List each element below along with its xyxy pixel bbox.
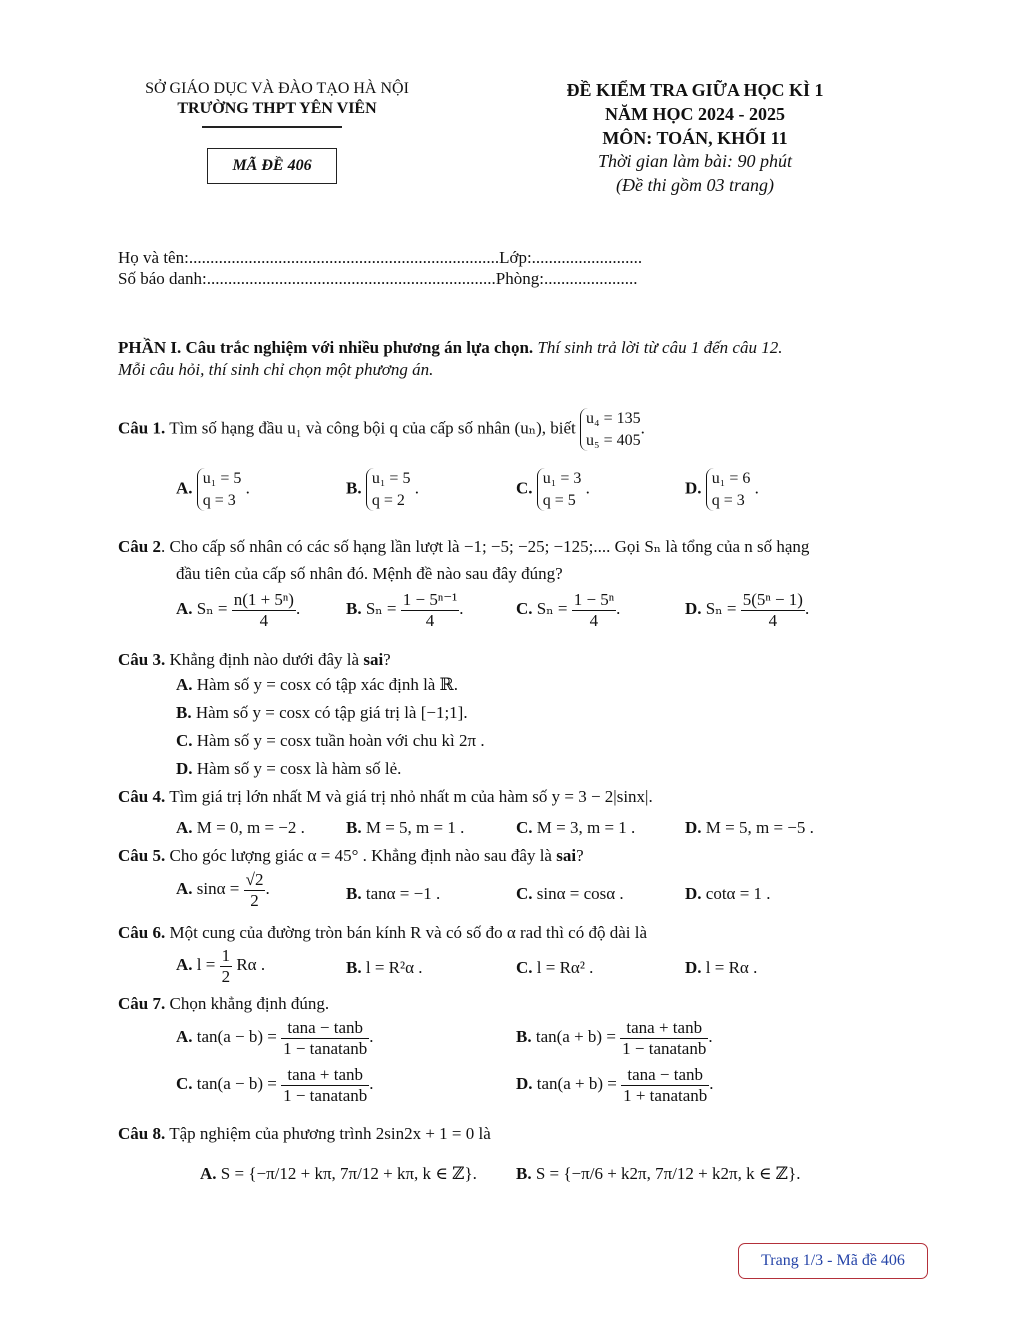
question-6 xyxy=(118,923,647,943)
part1-title: PHẦN I. Câu trắc nghiệm với nhiều phương án lựa chọn. xyxy=(118,338,534,357)
numerator: tana − tanb xyxy=(287,1018,364,1037)
option-label: C. xyxy=(176,731,193,750)
question-2 xyxy=(118,537,809,557)
q5-option-c[interactable] xyxy=(516,884,624,904)
option-label: D. xyxy=(685,598,702,618)
q8-option-a[interactable] xyxy=(200,1164,477,1184)
q8-text: Tập nghiệm của phương trình 2sin2x + 1 = 0 là xyxy=(169,1124,491,1143)
q2-option-d[interactable]: D. Sₙ = $\frac{\text{5(5ⁿ − 1)}}{4}$ . xyxy=(685,590,810,630)
question-3: Câu 3. Khẳng định nào dưới đây là sai? xyxy=(118,650,391,669)
q2-text: . Cho cấp số nhân có các số hạng lần lượt là −1; −5; −25; −125;.... Gọi Sₙ là tổng của n số hạng xyxy=(160,537,810,556)
option-label: D. xyxy=(685,478,702,498)
exam-code: MÃ ĐỀ 406 xyxy=(232,157,312,174)
option-text: M = 0, m = −2 . xyxy=(196,818,305,837)
q4-option-c[interactable] xyxy=(516,818,635,838)
numerator: 1 xyxy=(221,946,231,965)
option-label: C. xyxy=(516,598,533,618)
numerator: 1 − 5ⁿ⁻¹ xyxy=(402,590,458,609)
q2-text-2: đầu tiên của cấp số nhân đó. Mệnh đề nào sau đây đúng? xyxy=(176,564,563,583)
q7-option-b[interactable]: B. tan(a + b) = $\frac{\tan a + \tan b}{\text{1 − tanatanb}}$ . xyxy=(516,1018,713,1058)
q6-option-c[interactable] xyxy=(516,958,593,978)
denominator: 4 xyxy=(401,610,460,631)
eq: q = 5 xyxy=(542,491,576,509)
q7-option-a[interactable]: A. tan(a − b) = $\frac{\tan a - \tan b}{\text{1 − tanatanb}}$ . xyxy=(176,1018,374,1058)
numerator: tana + tanb xyxy=(626,1018,703,1037)
question-7 xyxy=(118,994,329,1014)
question-8 xyxy=(118,1124,491,1144)
question-4 xyxy=(118,787,653,807)
q5-option-d[interactable] xyxy=(685,884,771,904)
q1-c-system xyxy=(537,468,582,511)
option-label: A. xyxy=(176,818,193,837)
eq: q = 2 xyxy=(371,491,405,509)
q2-label: Câu 2 xyxy=(118,537,161,556)
option-label: C. xyxy=(176,1073,193,1093)
option-label: A. xyxy=(176,878,193,898)
formula-lhs: l = xyxy=(196,954,216,974)
numerator: tana − tanb xyxy=(627,1065,704,1084)
option-text: l = Rα . xyxy=(705,958,758,977)
q3-option-b[interactable] xyxy=(176,703,468,723)
q2-option-b[interactable]: B. Sₙ = $\frac{\text{1 − 5ⁿ⁻¹}}{4}$ . xyxy=(346,590,464,630)
formula-lhs: Sₙ = xyxy=(196,598,228,618)
q6-text: Một cung của đường tròn bán kính R và có số đo α rad thì có độ dài là xyxy=(169,923,648,942)
eq: q = 3 xyxy=(711,491,745,509)
q1-sys-eq2: u₅ = 405 xyxy=(585,431,641,449)
formula-lhs: sinα = xyxy=(196,878,240,898)
option-text: cotα = 1 . xyxy=(705,884,771,903)
q4-option-d[interactable] xyxy=(685,818,814,838)
part1-instruction-2: Mỗi câu hỏi, thí sinh chỉ chọn một phương án. xyxy=(118,360,434,379)
option-label: B. xyxy=(346,884,362,903)
option-text: tanα = −1 . xyxy=(365,884,441,903)
numerator: 5(5ⁿ − 1) xyxy=(742,590,803,609)
q3-emphasis: sai xyxy=(363,650,384,669)
q6-option-d[interactable] xyxy=(685,958,757,978)
q5-emphasis: sai xyxy=(556,846,577,865)
q1-system xyxy=(580,408,641,451)
q4-label: Câu 4. xyxy=(118,787,166,806)
q1-a-system xyxy=(197,468,242,511)
option-label: A. xyxy=(176,1026,193,1046)
denominator: 1 − tanatanb xyxy=(622,1038,707,1058)
q8-label: Câu 8. xyxy=(118,1124,166,1143)
option-label: A. xyxy=(176,598,193,618)
formula-lhs: tan(a + b) = xyxy=(536,1073,617,1093)
option-label: B. xyxy=(346,598,362,618)
question-5: Câu 5. Cho góc lượng giác α = 45° . Khẳng định nào sau đây là sai? xyxy=(118,846,584,865)
q1-option-c[interactable]: C. u₁ = 3 q = 5 . xyxy=(516,468,590,511)
q6-option-a[interactable] xyxy=(176,946,265,986)
option-label: B. xyxy=(176,703,192,722)
numerator: √2 xyxy=(245,870,264,889)
option-label: C. xyxy=(516,478,533,498)
option-label: B. xyxy=(346,958,362,977)
q4-option-b[interactable] xyxy=(346,818,464,838)
header-divider xyxy=(202,126,342,128)
q5-text: Cho góc lượng giác α = 45° . Khẳng định nào sau đây là xyxy=(169,846,552,865)
q3-option-d[interactable] xyxy=(176,759,401,779)
formula-lhs: Sₙ = xyxy=(365,598,397,618)
subject-line: MÔN: TOÁN, KHỐI 11 xyxy=(602,128,788,148)
exam-title: ĐỀ KIỂM TRA GIỮA HỌC KÌ 1 xyxy=(566,80,824,100)
q1-text: Tìm số hạng đầu u₁ và công bội q của cấp số nhân (uₙ), biết xyxy=(169,418,576,438)
option-label: D. xyxy=(176,759,193,778)
denominator: 4 xyxy=(572,610,616,631)
school-name: TRƯỜNG THPT YÊN VIÊN xyxy=(177,100,377,117)
formula-lhs: tan(a + b) = xyxy=(535,1026,616,1046)
option-label: D. xyxy=(685,958,702,977)
q4-option-a[interactable] xyxy=(176,818,305,838)
option-label: A. xyxy=(176,478,193,498)
q1-option-d[interactable]: D. u₁ = 6 q = 3 . xyxy=(685,468,759,511)
option-label: B. xyxy=(516,1026,532,1046)
option-text: l = R²α . xyxy=(365,958,423,977)
fraction xyxy=(281,1018,369,1058)
denominator: 2 xyxy=(221,966,231,986)
q5-option-b[interactable] xyxy=(346,884,440,904)
part1-heading xyxy=(118,338,782,358)
q1-d-system xyxy=(706,468,751,511)
formula-lhs: tan(a − b) = xyxy=(196,1026,277,1046)
eq: q = 3 xyxy=(202,491,236,509)
q2-option-c[interactable]: C. Sₙ = $\frac{\text{1 − 5ⁿ}}{4}$ . xyxy=(516,590,621,630)
option-label: C. xyxy=(516,818,533,837)
option-text: S = {−π/12 + kπ, 7π/12 + kπ, k ∈ ℤ}. xyxy=(220,1164,477,1183)
eq: u₁ = 5 xyxy=(202,470,242,487)
option-text: M = 3, m = 1 . xyxy=(536,818,636,837)
fraction xyxy=(281,1065,369,1105)
exam-code-box xyxy=(207,148,337,184)
student-id-line: Số báo danh:....................................................................Phòng:...................... xyxy=(118,269,638,288)
denominator: 4 xyxy=(232,610,296,631)
denominator: 1 − tanatanb xyxy=(283,1038,368,1058)
fraction xyxy=(620,1018,708,1058)
question-1: Câu 1. Tìm số hạng đầu u₁ và công bội q của cấp số nhân (uₙ), biết u₄ = 135 u₅ = 405 . xyxy=(118,408,645,451)
q4-text: Tìm giá trị lớn nhất M và giá trị nhỏ nhất m của hàm số y = 3 − 2|sinx|. xyxy=(169,787,653,806)
denominator: 1 − tanatanb xyxy=(283,1085,368,1105)
numerator: tana + tanb xyxy=(287,1065,364,1084)
q3-label: Câu 3. xyxy=(118,650,166,669)
q3-option-a[interactable] xyxy=(176,675,458,695)
q7-label: Câu 7. xyxy=(118,994,166,1013)
formula-lhs: tan(a − b) = xyxy=(196,1073,277,1093)
department-name: SỞ GIÁO DỤC VÀ ĐÀO TẠO HÀ NỘI xyxy=(145,80,409,97)
option-label: D. xyxy=(685,884,702,903)
eq: u₁ = 6 xyxy=(711,470,751,487)
q6-label: Câu 6. xyxy=(118,923,166,942)
q8-option-b[interactable] xyxy=(516,1164,801,1184)
numerator: 1 − 5ⁿ xyxy=(573,590,615,609)
option-text: S = {−π/6 + k2π, 7π/12 + k2π, k ∈ ℤ}. xyxy=(535,1164,801,1183)
q6-option-b[interactable] xyxy=(346,958,423,978)
school-year: NĂM HỌC 2024 - 2025 xyxy=(605,104,785,124)
option-label: A. xyxy=(176,675,193,694)
part1-instruction: Thí sinh trả lời từ câu 1 đến câu 12. xyxy=(537,338,783,357)
option-label: D. xyxy=(516,1073,533,1093)
page-count: (Đề thi gồm 03 trang) xyxy=(616,175,774,195)
q3-text: Khẳng định nào dưới đây là xyxy=(169,650,360,669)
q7-text: Chọn khẳng định đúng. xyxy=(169,994,330,1013)
fraction xyxy=(244,870,266,910)
option-text: Hàm số y = cosx tuần hoàn với chu kì 2π . xyxy=(196,731,485,750)
option-label: C. xyxy=(516,958,533,977)
q5-option-a[interactable]: A. sinα = $\frac{√2}{2}$ . xyxy=(176,870,270,910)
q7-option-c[interactable]: C. tan(a − b) = $\frac{\tan a + \tan b}{\text{1 − tanatanb}}$ . xyxy=(176,1065,374,1105)
option-label: D. xyxy=(685,818,702,837)
numerator: n(1 + 5ⁿ) xyxy=(233,590,294,609)
eq: u₁ = 3 xyxy=(542,470,582,487)
q1-b-system xyxy=(366,468,411,511)
option-text: M = 5, m = −5 . xyxy=(705,818,814,837)
exam-duration: Thời gian làm bài: 90 phút xyxy=(597,151,793,171)
q1-label: Câu 1. xyxy=(118,418,166,438)
option-label: B. xyxy=(346,818,362,837)
q5-label: Câu 5. xyxy=(118,846,166,865)
option-text: sinα = cosα . xyxy=(536,884,624,903)
denominator: 4 xyxy=(741,610,805,631)
q2-option-a[interactable]: A. Sₙ = $\frac{\text{n(1 + 5ⁿ)}}{4}$ . xyxy=(176,590,301,630)
q7-option-d[interactable]: D. tan(a + b) = $\frac{\tan a - \tan b}{\text{1 + tanatanb}}$ . xyxy=(516,1065,714,1105)
option-text: Hàm số y = cosx là hàm số lẻ. xyxy=(196,759,402,778)
denominator: 2 xyxy=(244,890,266,911)
q1-option-b[interactable]: B. u₁ = 5 q = 2 . xyxy=(346,468,419,511)
q1-sys-eq1: u₄ = 135 xyxy=(585,410,641,427)
fraction xyxy=(232,590,296,630)
option-text: Hàm số y = cosx có tập xác định là ℝ. xyxy=(196,675,458,694)
denominator: 1 + tanatanb xyxy=(623,1085,708,1105)
formula-lhs: Sₙ = xyxy=(536,598,568,618)
eq: u₁ = 5 xyxy=(371,470,411,487)
option-label: B. xyxy=(346,478,362,498)
option-text: Hàm số y = cosx có tập giá trị là [−1;1]. xyxy=(195,703,468,722)
student-name-line: Họ và tên:.........................................................................Lớp:.......................... xyxy=(118,248,643,267)
formula-lhs: Sₙ = xyxy=(705,598,737,618)
fraction xyxy=(401,590,460,630)
option-text: M = 5, m = 1 . xyxy=(365,818,465,837)
formula-rhs: Rα . xyxy=(236,954,266,974)
fraction xyxy=(741,590,805,630)
fraction xyxy=(220,946,233,986)
option-label: A. xyxy=(200,1164,217,1183)
q3-option-c[interactable] xyxy=(176,731,485,751)
option-label: C. xyxy=(516,884,533,903)
fraction xyxy=(572,590,616,630)
option-text: l = Rα² . xyxy=(536,958,594,977)
option-label: A. xyxy=(176,954,193,974)
q1-option-a[interactable]: A. u₁ = 5 q = 3 . xyxy=(176,468,250,511)
page-footer: Trang 1/3 - Mã đề 406 xyxy=(738,1243,928,1279)
fraction xyxy=(621,1065,709,1105)
option-label: B. xyxy=(516,1164,532,1183)
